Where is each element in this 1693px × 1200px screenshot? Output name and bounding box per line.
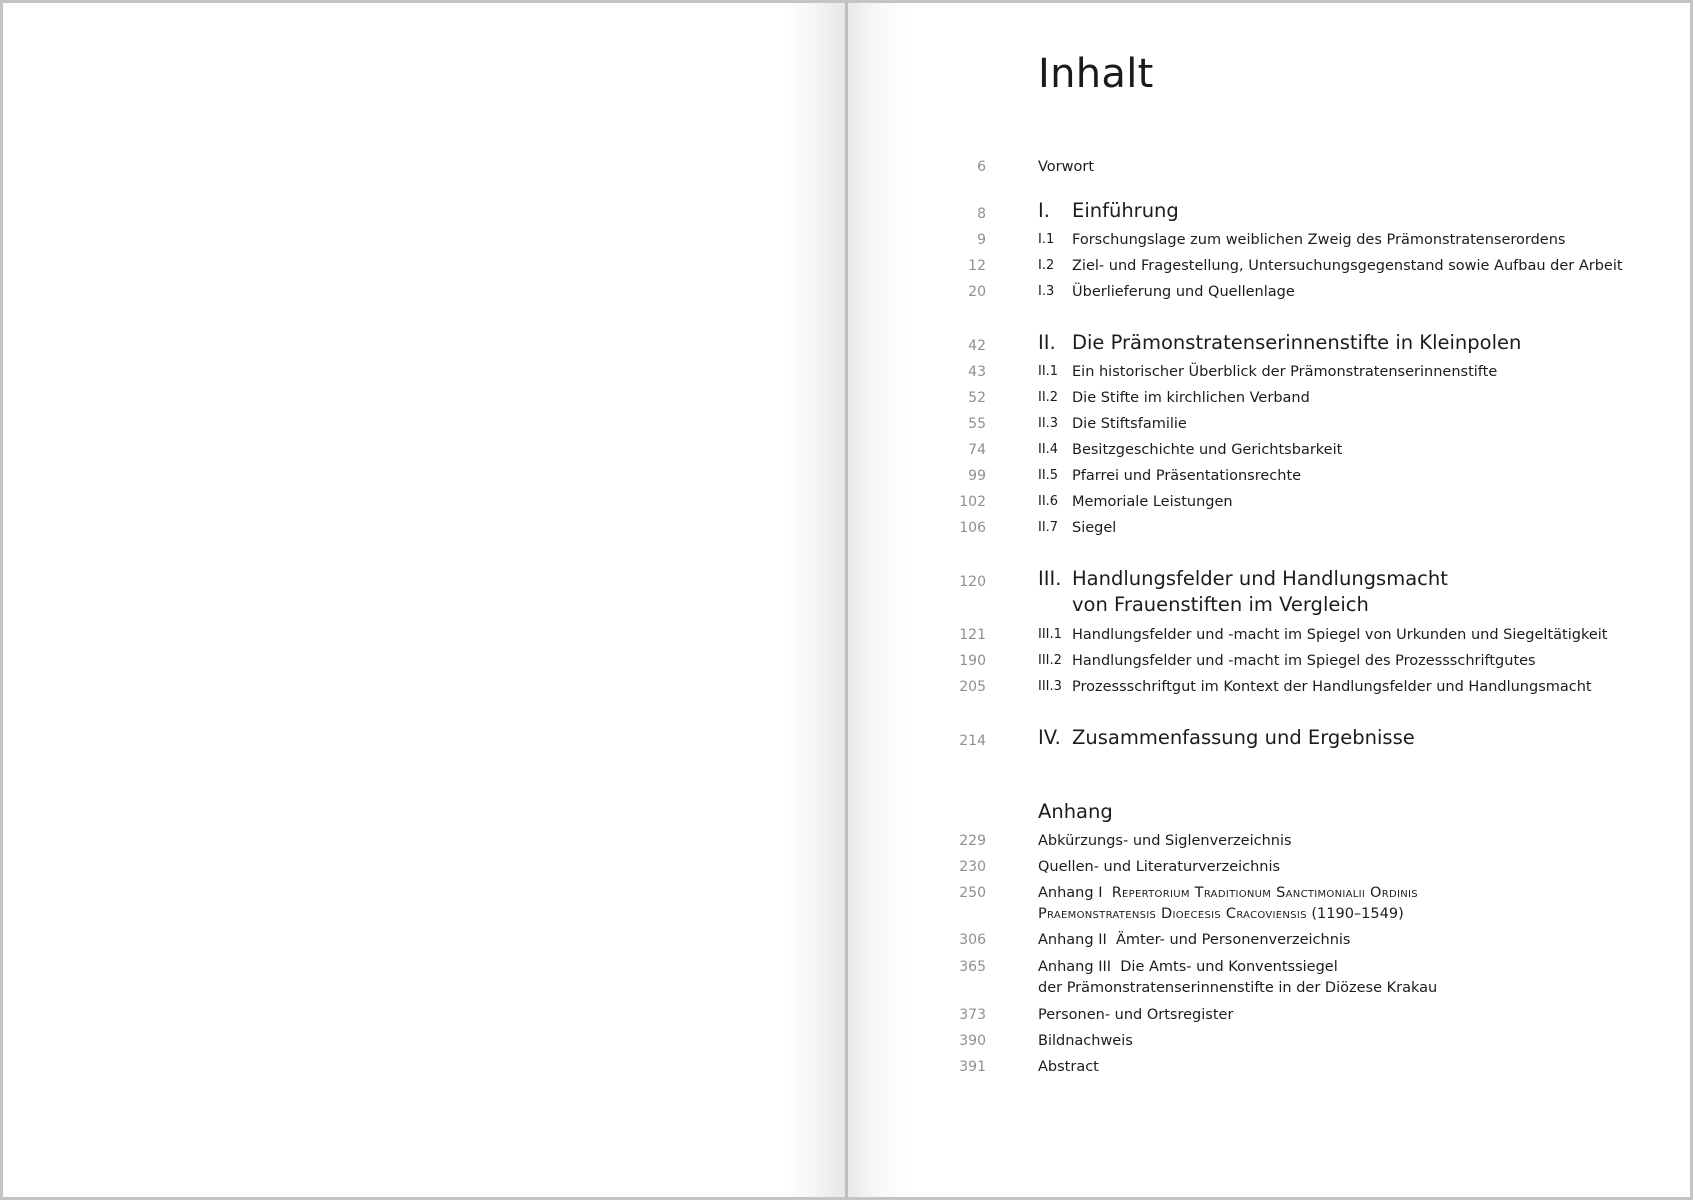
- entry-label-line-2: [1038, 904, 1404, 925]
- page-number: 121: [959, 627, 986, 643]
- chapter-title: Einführung: [1072, 199, 1179, 222]
- appendix-title: Repertorium Traditionum Sanctimonialii Ordinis: [1111, 885, 1418, 901]
- entry-label-line-1: [1038, 883, 1418, 904]
- entry-label: Abkürzungs- und Siglenverzeichnis: [1038, 833, 1292, 849]
- section-title: Pfarrei und Präsentationsrechte: [1072, 468, 1302, 484]
- section-number: III.1: [1038, 627, 1062, 642]
- chapter-number: III.: [1038, 567, 1062, 590]
- appendix-title: Ämter- und Personenverzeichnis: [1115, 932, 1351, 948]
- toc-title: Inhalt: [1038, 51, 1154, 97]
- chapter-title-line-1: Handlungsfelder und Handlungsmacht: [1072, 567, 1448, 590]
- chapter-title: Zusammenfassung und Ergebnisse: [1072, 726, 1415, 749]
- page-number: 230: [959, 859, 986, 875]
- chapter-number: IV.: [1038, 726, 1061, 749]
- appendix-years: (1190–1549): [1311, 906, 1404, 922]
- page-number: 12: [968, 258, 986, 274]
- section-title: Handlungsfelder und -macht im Spiegel des Prozessschriftgutes: [1072, 653, 1536, 669]
- entry-label: Vorwort: [1038, 159, 1095, 175]
- section-title: Memoriale Leistungen: [1072, 494, 1233, 510]
- section-number: I.3: [1038, 284, 1055, 299]
- page-number: 55: [968, 416, 986, 432]
- page-number: 102: [959, 494, 986, 510]
- entry-label: Personen- und Ortsregister: [1038, 1007, 1234, 1023]
- page-number: 390: [959, 1033, 986, 1049]
- chapter-number: II.: [1038, 331, 1056, 354]
- page-number: 190: [959, 653, 986, 669]
- chapter-number: I.: [1038, 199, 1050, 222]
- entry-label-line-1: [1038, 957, 1338, 978]
- section-number: II.1: [1038, 364, 1059, 379]
- section-number: I.2: [1038, 258, 1055, 273]
- page-number: 42: [968, 338, 986, 354]
- appendix-prefix: Anhang I: [1038, 885, 1103, 901]
- section-title: Überlieferung und Quellenlage: [1072, 284, 1295, 300]
- page-number: 365: [959, 959, 986, 975]
- section-number: II.5: [1038, 468, 1059, 483]
- section-title: Besitzgeschichte und Gerichtsbarkeit: [1072, 442, 1343, 458]
- section-number: II.6: [1038, 494, 1059, 509]
- page-number: 120: [959, 574, 986, 590]
- entry-label: [1038, 930, 1350, 951]
- appendix-title-cont: Praemonstratensis Dioecesis Cracoviensis: [1038, 906, 1307, 922]
- page-number: 20: [968, 284, 986, 300]
- chapter-title: Die Prämonstratenserinnenstifte in Kleinpolen: [1072, 331, 1522, 354]
- page-number: 229: [959, 833, 986, 849]
- appendix-prefix: Anhang II: [1038, 932, 1107, 948]
- page-number: 8: [977, 206, 986, 222]
- section-title: Handlungsfelder und -macht im Spiegel von Urkunden und Siegeltätigkeit: [1072, 627, 1608, 643]
- page-number: 9: [977, 232, 986, 248]
- section-title: Ein historischer Überblick der Prämonstratenserinnenstifte: [1072, 364, 1498, 380]
- section-title: Die Stiftsfamilie: [1072, 416, 1187, 432]
- chapter-title-line-2: von Frauenstiften im Vergleich: [1072, 593, 1369, 616]
- page-number: 43: [968, 364, 986, 380]
- page-number: 306: [959, 932, 986, 948]
- section-number: II.2: [1038, 390, 1059, 405]
- section-title: Prozessschriftgut im Kontext der Handlungsfelder und Handlungsmacht: [1072, 679, 1592, 695]
- entry-label-line-2: der Prämonstratenserinnenstifte in der Diözese Krakau: [1038, 980, 1438, 996]
- right-page: [848, 3, 1690, 1197]
- page-number: 6: [977, 159, 986, 175]
- appendix-prefix: Anhang III: [1038, 959, 1112, 975]
- section-number: I.1: [1038, 232, 1055, 247]
- section-title: Die Stifte im kirchlichen Verband: [1072, 390, 1310, 406]
- entry-label: Abstract: [1038, 1059, 1099, 1075]
- page-number: 106: [959, 520, 986, 536]
- page-number: 214: [959, 733, 986, 749]
- appendix-title: Die Amts- und Konventssiegel: [1120, 959, 1338, 975]
- entry-label: Quellen- und Literaturverzeichnis: [1038, 859, 1281, 875]
- section-number: III.2: [1038, 653, 1062, 668]
- page-number: 52: [968, 390, 986, 406]
- section-number: II.4: [1038, 442, 1059, 457]
- section-number: III.3: [1038, 679, 1062, 694]
- section-title: Siegel: [1072, 520, 1117, 536]
- table-of-contents: [848, 3, 1690, 1197]
- section-number: II.7: [1038, 520, 1059, 535]
- section-title: Forschungslage zum weiblichen Zweig des Prämonstratenserordens: [1072, 232, 1566, 248]
- page-number: 74: [968, 442, 986, 458]
- page-number: 99: [968, 468, 986, 484]
- appendix-heading: Anhang: [1038, 800, 1113, 823]
- left-page-blank: [3, 3, 845, 1197]
- entry-label: Bildnachweis: [1038, 1033, 1133, 1049]
- section-number: II.3: [1038, 416, 1059, 431]
- section-title: Ziel- und Fragestellung, Untersuchungsgegenstand sowie Aufbau der Arbeit: [1072, 258, 1623, 274]
- book-spread: [3, 3, 1690, 1197]
- page-number: 391: [959, 1059, 986, 1075]
- page-number: 205: [959, 679, 986, 695]
- page-number: 250: [959, 885, 986, 901]
- page-number: 373: [959, 1007, 986, 1023]
